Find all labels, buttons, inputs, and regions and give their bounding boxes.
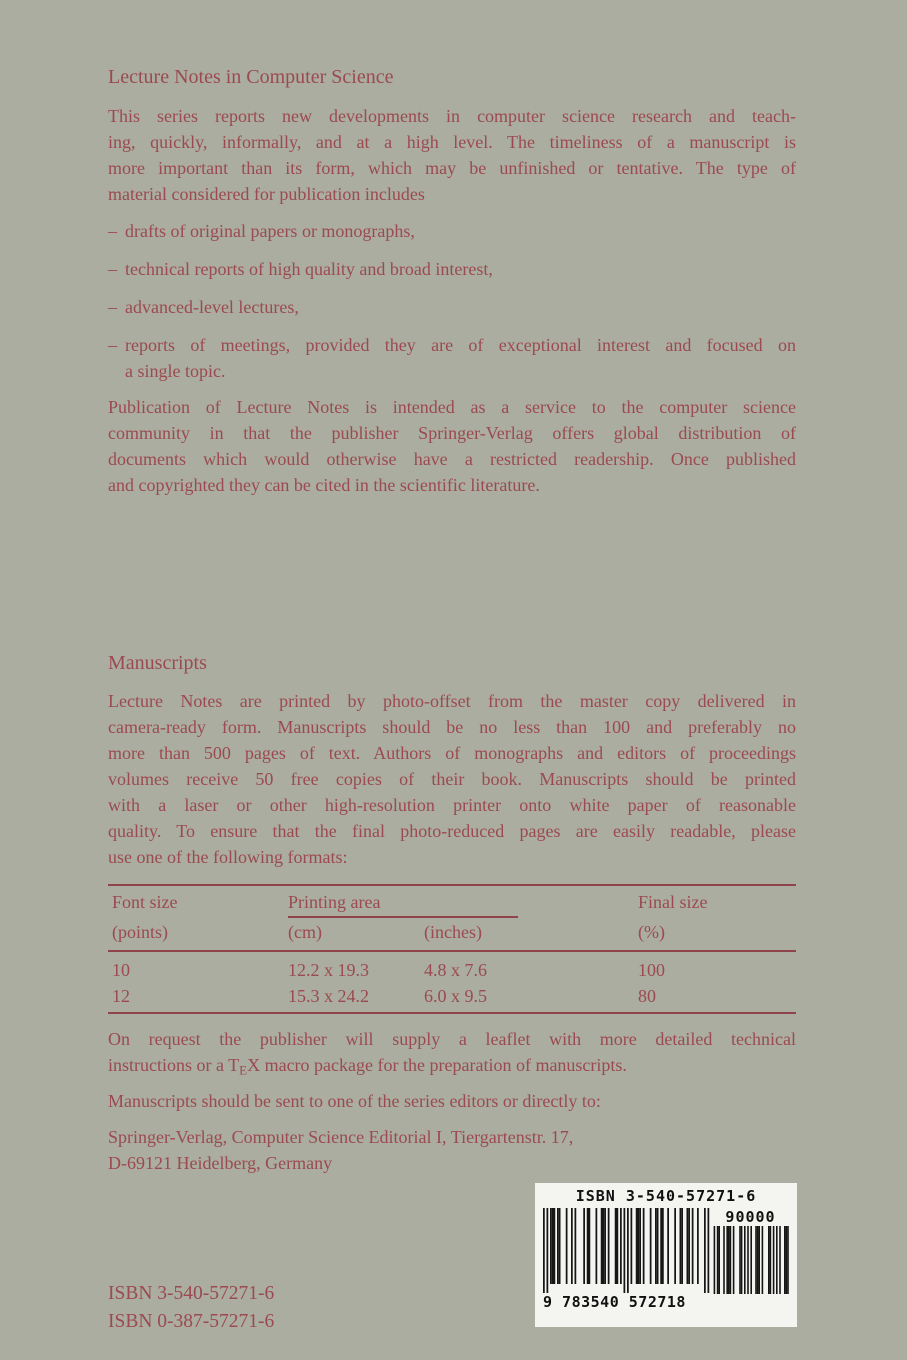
intro-paragraph: [108, 103, 796, 207]
table-cell: Final size: [638, 892, 708, 912]
table-cell: 12: [112, 986, 130, 1006]
text-line: technical reports of high quality and broad interest,: [125, 259, 493, 279]
table-row: [108, 957, 796, 983]
text-line: more than 500 pages of text. Authors of monographs and editors of proceedings: [108, 743, 796, 763]
address-line: Springer-Verlag, Computer Science Editorial I, Tiergartenstr. 17,: [108, 1127, 574, 1147]
text-line: quality. To ensure that the final photo-reduced pages are easily readable, please: [108, 821, 796, 841]
publisher-address: [108, 1124, 796, 1176]
manuscripts-paragraph: [108, 688, 796, 870]
text-line: more important than its form, which may be unfinished or tentative. The type of: [108, 158, 796, 178]
bullet-text: [125, 256, 796, 282]
table-row: [108, 983, 796, 1009]
text-line: volumes receive 50 free copies of their book. Manuscripts should be printed: [108, 769, 796, 789]
text-line: [108, 1052, 796, 1084]
text-line: Publication of Lecture Notes is intended as a service to the computer science: [108, 397, 796, 417]
address-line: D-69121 Heidelberg, Germany: [108, 1153, 333, 1173]
tex-subscript: E: [239, 1062, 248, 1078]
table-rule-mid: [108, 950, 796, 952]
isbn-line: ISBN 0-387-57271-6: [108, 1311, 275, 1332]
bullet-text: [125, 218, 796, 244]
table-cell: 4.8 x 7.6: [424, 960, 487, 980]
tex-pre: instructions or a T: [108, 1055, 240, 1075]
format-table: [108, 884, 796, 1014]
table-header-row: [108, 889, 796, 915]
table-cell: Font size: [112, 892, 178, 912]
request-paragraph: [108, 1026, 796, 1084]
table-cell: (points): [112, 922, 168, 942]
bullet-marker: –: [108, 259, 117, 279]
table-rule-top: [108, 884, 796, 886]
table-cell: 15.3 x 24.2: [288, 986, 369, 1006]
text-line: Lecture Notes are printed by photo-offset from the master copy delivered in: [108, 691, 796, 711]
bullet-marker: –: [108, 335, 117, 355]
list-item: [108, 256, 796, 282]
series-title: Lecture Notes in Computer Science: [108, 66, 394, 88]
isbn-line: ISBN 3-540-57271-6: [108, 1283, 275, 1304]
text-line: a single topic.: [125, 361, 226, 381]
table-cell: 12.2 x 19.3: [288, 960, 369, 980]
table-subheader-row: [108, 919, 796, 945]
text-line: camera-ready form. Manuscripts should be no less than 100 and preferably no: [108, 717, 796, 737]
table-cell: (%): [638, 922, 665, 942]
table-cell: 6.0 x 9.5: [424, 986, 487, 1006]
table-cell: (cm): [288, 922, 322, 942]
list-item: [108, 332, 796, 384]
list-item: [108, 218, 796, 244]
text-line: community in that the publisher Springer-Verlag offers global distribution of: [108, 423, 796, 443]
bullet-list: [108, 218, 796, 396]
bullet-text: [125, 332, 796, 384]
publication-paragraph: [108, 394, 796, 498]
table-cell: Printing area: [288, 892, 381, 912]
list-item: [108, 294, 796, 320]
text-line: drafts of original papers or monographs,: [125, 221, 415, 241]
bullet-text: [125, 294, 796, 320]
addon-digits: 90000: [725, 1208, 776, 1226]
printing-area-underline: [288, 916, 518, 918]
text-line: with a laser or other high-resolution printer onto white paper of reasonable: [108, 795, 796, 815]
text-line: material considered for publication includes: [108, 184, 425, 204]
barcode-isbn-label: ISBN 3-540-57271-6: [575, 1187, 757, 1205]
text-line: On request the publisher will supply a leaflet with more detailed technical: [108, 1029, 796, 1049]
bullet-marker: –: [108, 297, 117, 317]
table-rule-bottom: [108, 1012, 796, 1014]
table-cell: 80: [638, 986, 656, 1006]
text-line: and copyrighted they can be cited in the scientific literature.: [108, 475, 540, 495]
text-line: reports of meetings, provided they are of exceptional interest and focused on: [125, 335, 796, 355]
text-line: use one of the following formats:: [108, 847, 348, 867]
ean13-digits: 9 783540 572718: [543, 1293, 686, 1311]
footer-isbn-block: [108, 1280, 796, 1336]
text-line: documents which would otherwise have a restricted readership. Once published: [108, 449, 796, 469]
tex-post: X macro package for the preparation of manuscripts.: [247, 1055, 627, 1075]
text-line: This series reports new developments in computer science research and teach-: [108, 106, 796, 126]
table-cell: 100: [638, 960, 665, 980]
bullet-marker: –: [108, 221, 117, 241]
table-cell: (inches): [424, 922, 482, 942]
send-instruction: Manuscripts should be sent to one of the series editors or directly to:: [108, 1091, 601, 1111]
table-cell: 10: [112, 960, 130, 980]
text-line: advanced-level lectures,: [125, 297, 299, 317]
text-line: ing, quickly, informally, and at a high level. The timeliness of a manuscript is: [108, 132, 796, 152]
manuscripts-heading: Manuscripts: [108, 652, 207, 674]
